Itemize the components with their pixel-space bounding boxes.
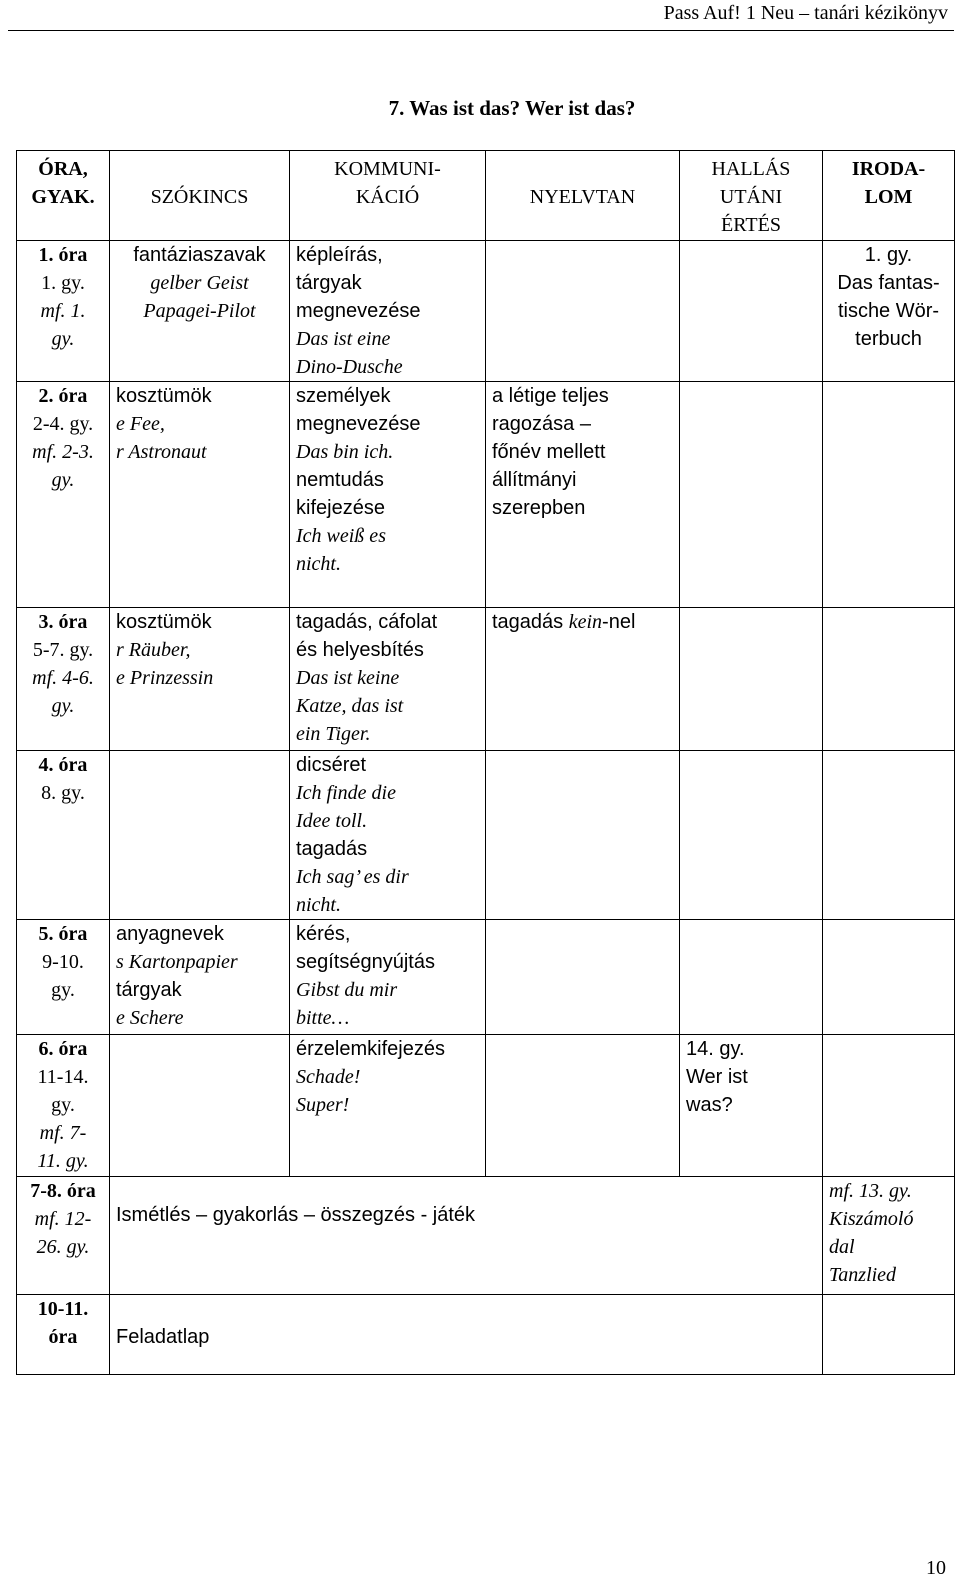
kommunikacio-cell: érzelemkifejezés Schade! Super! [290, 1035, 486, 1177]
col-header-szokincs: SZÓKINCS [110, 151, 290, 241]
col-header-ora: ÓRA, GYAK. [17, 151, 110, 241]
hallas-cell [680, 608, 823, 751]
table-row [17, 241, 955, 382]
page-number: 10 [926, 1557, 946, 1579]
ora-cell: 7-8. óra mf. 12- 26. gy. [17, 1177, 110, 1295]
nyelvtan-cell: a létige teljes ragozása – főnév mellett állítmányi szerepben [486, 382, 680, 608]
irodalom-cell [823, 382, 955, 608]
table-row [17, 1177, 955, 1295]
kommunikacio-cell: képleírás, tárgyak megnevezése Das ist eine Dino-Dusche [290, 241, 486, 382]
szokincs-cell: anyagnevek s Kartonpapier tárgyak e Schere [110, 920, 290, 1035]
hallas-cell [680, 241, 823, 382]
running-header: Pass Auf! 1 Neu – tanári kézikönyv [663, 2, 948, 24]
table-row [17, 1295, 955, 1375]
kommunikacio-cell: tagadás, cáfolat és helyesbítés Das ist keine Katze, das ist ein Tiger. [290, 608, 486, 751]
hallas-cell [680, 920, 823, 1035]
syllabus-table [16, 150, 955, 1375]
span-cell: Feladatlap [110, 1295, 823, 1375]
nyelvtan-cell [486, 751, 680, 920]
szokincs-cell: fantáziaszavak gelber Geist Papagei-Pilot [110, 241, 290, 382]
table-row [17, 920, 955, 1035]
kommunikacio-cell: kérés, segítségnyújtás Gibst du mir bitte… [290, 920, 486, 1035]
ora-cell: 4. óra 8. gy. [17, 751, 110, 920]
header-rule [8, 30, 954, 31]
szokincs-cell: kosztümök e Fee, r Astronaut [110, 382, 290, 608]
nyelvtan-cell: tagadás kein-nel [486, 608, 680, 751]
col-header-nyelvtan: NYELVTAN [486, 151, 680, 241]
table-row [17, 751, 955, 920]
irodalom-cell [823, 920, 955, 1035]
span-cell: Ismétlés – gyakorlás – összegzés - játék [110, 1177, 823, 1295]
col-header-hallas: HALLÁS UTÁNI ÉRTÉS [680, 151, 823, 241]
table-header-row [17, 151, 955, 241]
table-row [17, 382, 955, 608]
col-header-irodalom: IRODA- LOM [823, 151, 955, 241]
ora-cell: 1. óra 1. gy. mf. 1. gy. [17, 241, 110, 382]
irodalom-cell [823, 1035, 955, 1177]
ora-cell: 2. óra 2-4. gy. mf. 2-3. gy. [17, 382, 110, 608]
table-row [17, 1035, 955, 1177]
irodalom-cell: mf. 13. gy. Kiszámoló dal Tanzlied [823, 1177, 955, 1295]
ora-cell: 5. óra 9-10. gy. [17, 920, 110, 1035]
ora-cell: 10-11. óra [17, 1295, 110, 1375]
ora-cell: 6. óra 11-14. gy. mf. 7- 11. gy. [17, 1035, 110, 1177]
hallas-cell [680, 382, 823, 608]
hallas-cell [680, 751, 823, 920]
nyelvtan-cell [486, 920, 680, 1035]
szokincs-cell [110, 1035, 290, 1177]
nyelvtan-cell [486, 241, 680, 382]
table-row [17, 608, 955, 751]
szokincs-cell [110, 751, 290, 920]
irodalom-cell: 1. gy. Das fantas- tische Wör- terbuch [823, 241, 955, 382]
irodalom-cell [823, 608, 955, 751]
kommunikacio-cell: dicséret Ich finde die Idee toll. tagadás Ich sag’ es dir nicht. [290, 751, 486, 920]
ora-cell: 3. óra 5-7. gy. mf. 4-6. gy. [17, 608, 110, 751]
section-title: 7. Was ist das? Wer ist das? [388, 96, 636, 120]
col-header-kommunikacio: KOMMUNI- KÁCIÓ [290, 151, 486, 241]
irodalom-cell [823, 1295, 955, 1375]
szokincs-cell: kosztümök r Räuber, e Prinzessin [110, 608, 290, 751]
nyelvtan-cell [486, 1035, 680, 1177]
irodalom-cell [823, 751, 955, 920]
hallas-cell: 14. gy. Wer ist was? [680, 1035, 823, 1177]
kommunikacio-cell: személyek megnevezése Das bin ich. nemtudás kifejezése Ich weiß es nicht. [290, 382, 486, 608]
